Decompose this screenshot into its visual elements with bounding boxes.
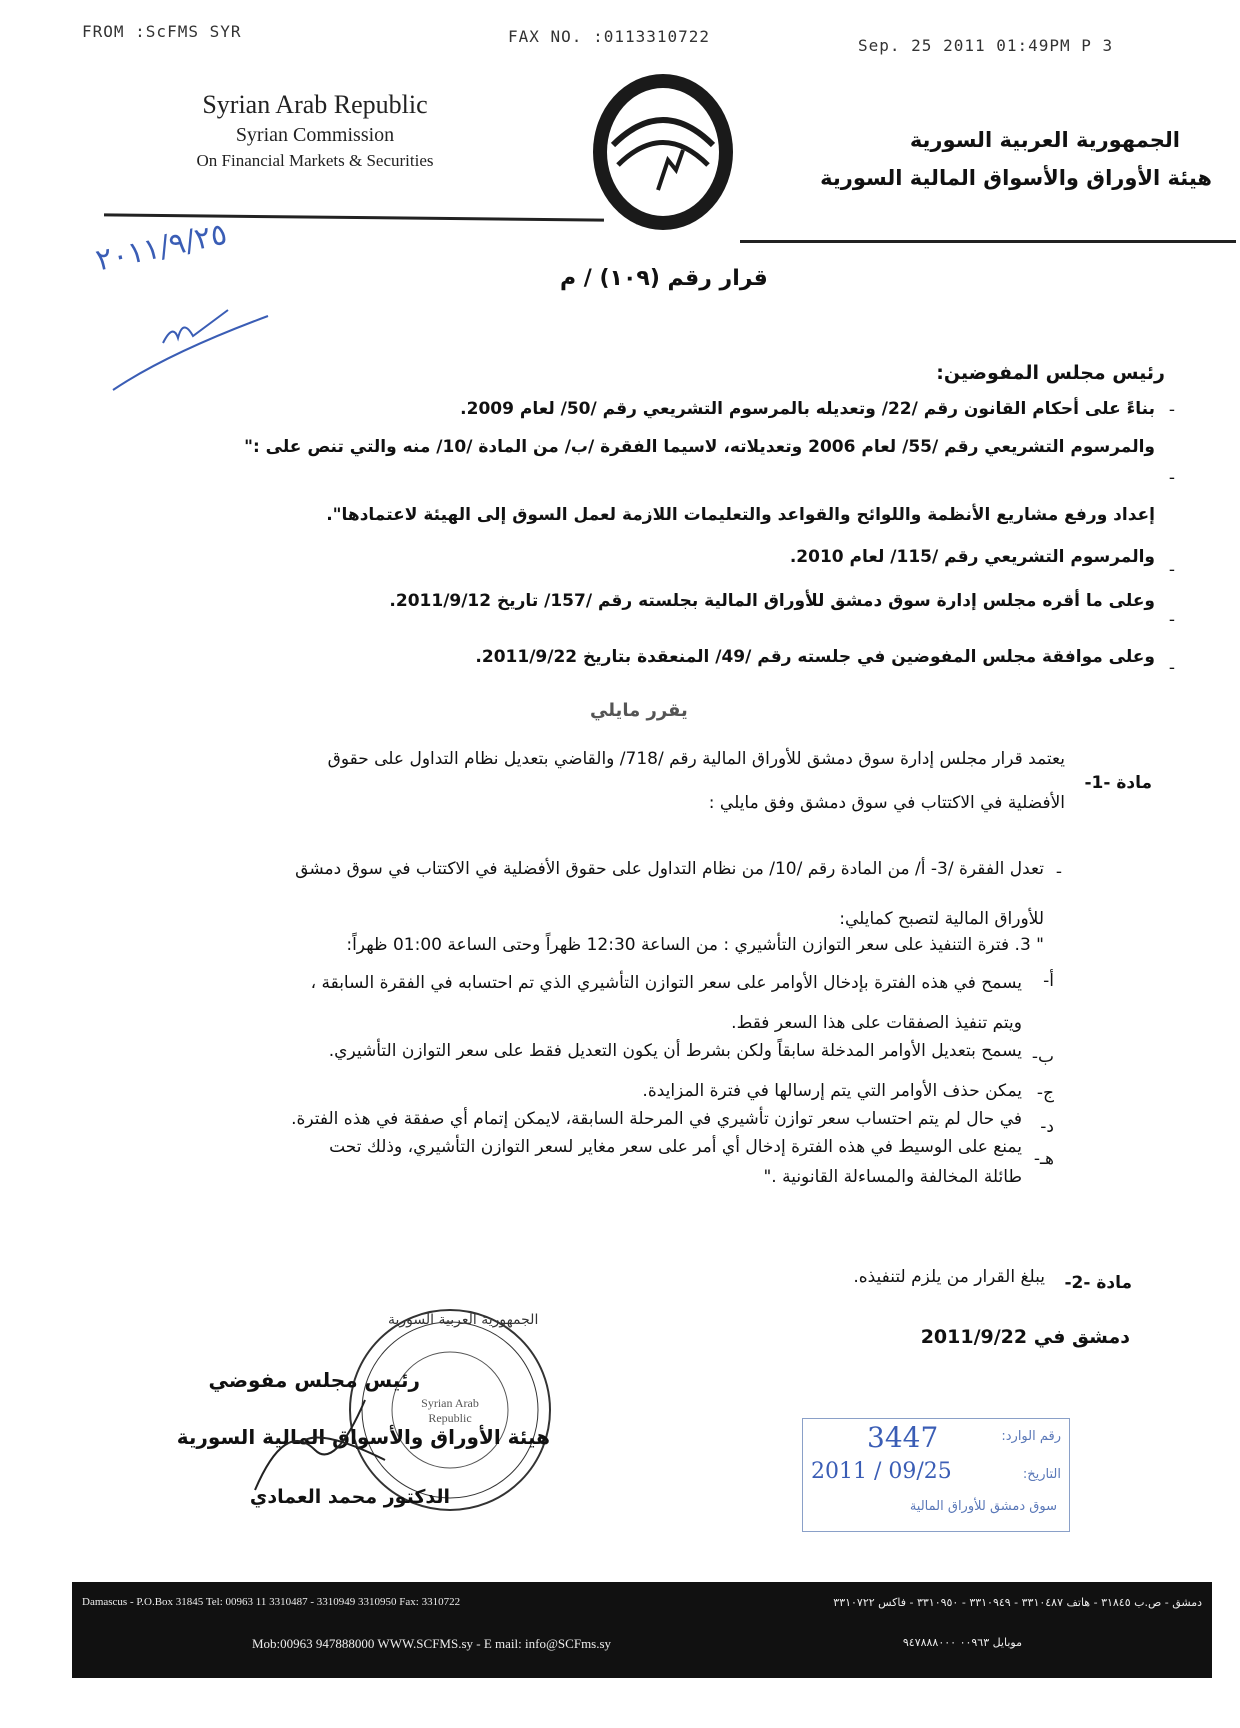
letterhead-en-line2: Syrian Commission [235,124,395,146]
footer-contact-ar: دمشق - ص.ب ٣١٨٤٥ - هاتف ٣٣١٠٤٨٧ - ٣٣١٠٩٤٩ - ٣٣١٠٩٥٠ - فاكس ٣٣١٠٧٢٢ [833,1596,1202,1609]
fax-number: FAX NO. :0113310722 [508,27,711,46]
received-date: 2011 / 09/25 [811,1459,952,1484]
footer-bar [72,1582,1212,1678]
received-num: 3447 [867,1421,939,1454]
header-rule-left [104,213,604,221]
letterhead-ar-line1: الجمهورية العربية السورية [909,128,1180,152]
preamble-line-2: والمرسوم التشريعي رقم /55/ لعام 2006 وتعديلاته، لاسيما الفقرة /ب/ من المادة /10/ منه والتي تنص على :" [244,437,1155,457]
decision-title: قرار رقم (١٠٩) / م [560,266,768,291]
preamble-line-4: والمرسوم التشريعي رقم /115/ لعام 2010. [789,547,1155,567]
preamble-line-1: بناءً على أحكام القانون رقم /22/ وتعديله بالمرسوم التشريعي رقم /50/ لعام 2009. [460,399,1155,419]
fax-date: Sep. 25 2011 01:49PM P 3 [858,36,1114,55]
bullet-dash: - [1168,610,1175,630]
amend-item-a-cont: ويتم تنفيذ الصفقات على هذا السعر فقط. [731,1013,1022,1033]
article1-line1: يعتمد قرار مجلس إدارة سوق دمشق للأوراق المالية رقم /718/ والقاضي بتعديل نظام التداول على حقوق [327,749,1065,769]
amend-line1: تعدل الفقرة /3- أ/ من المادة رقم /10/ من نظام التداول على حقوق الأفضلية في الاكتتاب في سوق دمشق [295,859,1044,879]
amend-item-c: يمكن حذف الأوامر التي يتم إرسالها في فترة المزايدة. [642,1081,1022,1101]
amend-item-d: في حال لم يتم احتساب سعر توازن تأشيري في المرحلة السابقة، لايمكن إتمام أي صفقة في هذه الفترة. [291,1109,1022,1129]
footer-web-email: Mob:00963 947888000 WWW.SCFMS.sy - E mail: info@SCFms.sy [252,1636,612,1651]
commission-logo [588,70,738,235]
handwritten-note: ٢٠١١/٩/٢٥ [92,216,231,279]
letterhead-en [150,90,480,171]
article1-label: مادة -1- [1084,773,1152,793]
article2-text: يبلغ القرار من يلزم لتنفيذه. [853,1267,1045,1287]
amend-line3: " 3. فترة التنفيذ على سعر التوازن التأشيري : من الساعة 12:30 ظهراً وحتى الساعة 01:00 ظهراً: [346,935,1044,955]
letterhead-ar-line2: هيئة الأوراق والأسواق المالية السورية [820,166,1212,190]
bullet-dash: - [1168,658,1175,678]
intro: رئيس مجلس المفوضين: [936,362,1165,384]
bullet-dash: - [1168,400,1175,420]
bullet-dash: - [1168,560,1175,580]
article1-line2: الأفضلية في الاكتتاب في سوق دمشق وفق مايلي : [708,793,1065,813]
signature-org: هيئة الأوراق والأسواق المالية السورية [176,1425,550,1449]
received-date-label: التاريخ: [1022,1467,1061,1482]
fax-from: FROM :ScFMS SYR [82,22,242,41]
amend-item-a: يسمح في هذه الفترة بإدخال الأوامر على سعر التوازن التأشيري الذي تم احتسابه في الفقرة السابقة ، [310,973,1022,993]
place-date: دمشق في 2011/9/22 [920,1326,1130,1348]
seal-inner-text: Syrian Arab Republic [421,1396,479,1425]
seal-ring-text: الجمهورية العربية السورية [388,1312,539,1328]
amend-item-e: يمنع على الوسيط في هذه الفترة إدخال أي أمر على سعر مغاير لسعر التوازن التأشيري، وذلك تحت [329,1137,1022,1157]
amend-item-mark: أ- [1043,971,1054,991]
amend-item-b: يسمح بتعديل الأوامر المدخلة سابقاً ولكن بشرط أن يكون التعديل فقط على سعر التوازن التأشيري. [328,1041,1022,1061]
footer-mobile-ar: موبايل ٠٠٩٦٣ ٩٤٧٨٨٨٠٠٠ [902,1636,1022,1649]
preamble-line-6: وعلى موافقة مجلس المفوضين في جلسته رقم /49/ المنعقدة بتاريخ 2011/9/22. [475,647,1155,667]
received-stamp [802,1418,1070,1532]
received-num-label: رقم الوارد: [1001,1429,1061,1444]
bullet-dash: - [1168,468,1175,488]
letterhead-en-line3: On Financial Markets & Securities [196,151,434,170]
letterhead-en-line1: Syrian Arab Republic [202,90,428,119]
signature-title: رئيس مجلس مفوضي [208,1368,420,1392]
article2-label: مادة -2- [1064,1273,1132,1293]
preamble-line-5: وعلى ما أقره مجلس إدارة سوق دمشق للأوراق المالية بجلسته رقم /157/ تاريخ 2011/9/12. [389,591,1155,611]
amend-item-mark: ب- [1031,1047,1054,1067]
preamble-line-3: إعداد ورفع مشاريع الأنظمة واللوائح والقواعد والتعليمات اللازمة لعمل السوق إلى الهيئة لاعتمادها". [326,505,1155,525]
decides-heading: يقرر مايلي [590,700,688,721]
amend-item-mark: هـ- [1033,1149,1054,1169]
handwritten-initial [108,298,278,402]
amend-item-mark: د- [1040,1117,1054,1137]
amend-item-mark: ج- [1036,1083,1054,1103]
amend-line2: للأوراق المالية لتصبح كمايلي: [839,909,1044,929]
bullet-dash: - [1055,862,1062,882]
received-org: سوق دمشق للأوراق المالية [909,1499,1057,1514]
footer-contact-en: Damascus - P.O.Box 31845 Tel: 00963 11 3310487 - 3310949 3310950 Fax: 3310722 [82,1596,461,1608]
header-rule-right [740,240,1236,243]
signature-name: الدكتور محمد العمادي [249,1486,450,1508]
amend-item-e-cont: طائلة المخالفة والمساءلة القانونية ." [763,1167,1022,1187]
handwritten-signature [245,1380,395,1504]
